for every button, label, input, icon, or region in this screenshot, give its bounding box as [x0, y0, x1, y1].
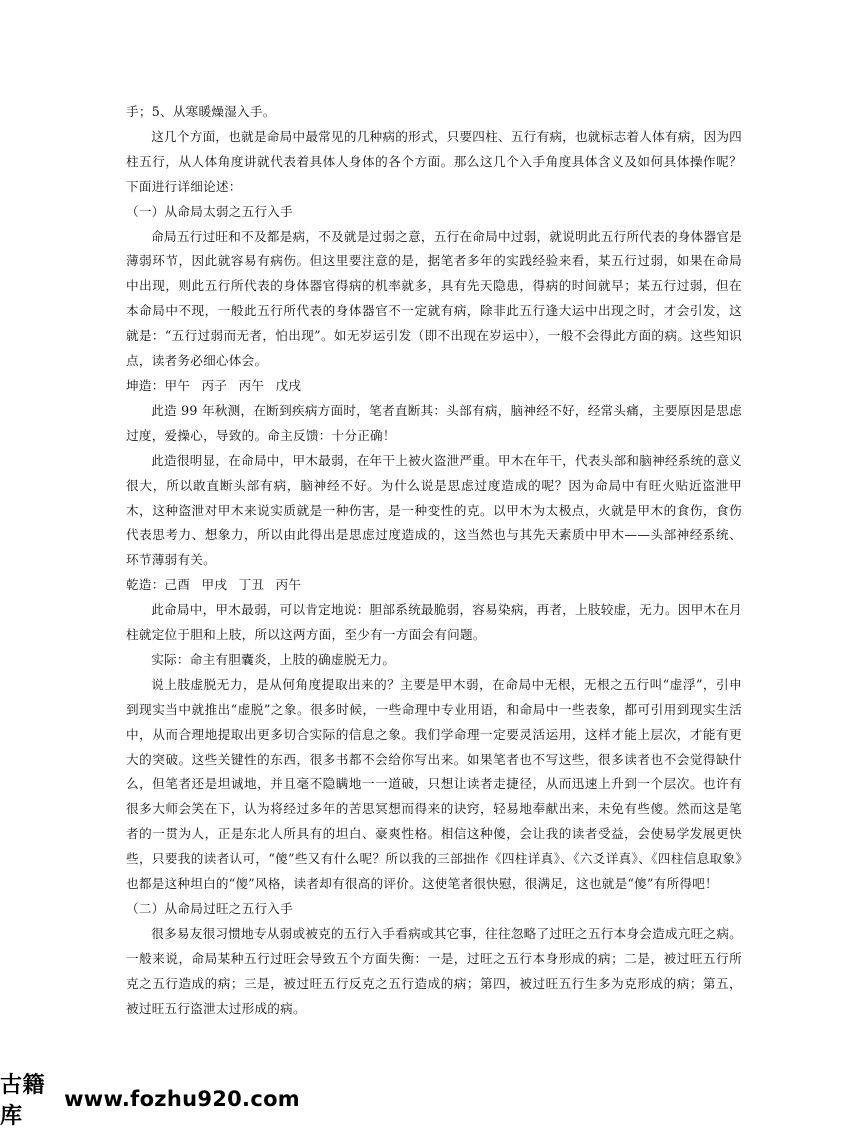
chart-pillar: 甲午 — [164, 377, 191, 393]
birth-chart-line — [126, 573, 742, 598]
site-url: www.fozhu920.com — [64, 1087, 300, 1111]
body-paragraph: 命局五行过旺和不及都是病，不及就是过弱之意，五行在命局中过弱，就说明此五行所代表的身体器官是薄弱环节，因此就容易有病伤。但这里要注意的是，据笔者多年的实践经验来看，某五行过弱，如果在命局中出现，则此五行所代表的身体器官得病的机率就多，具有先天隐患，得病的时间就早；某五行过弱，但在本命局中不现，一般此五行所代表的身体器官不一定就有病，除非此五行逢大运中出现之时，才会引发，这就是：“五行过弱而无者，怕出现”。如无岁运引发（即不出现在岁运中），一般不会得此方面的病。这些知识点，读者务必细心体会。 — [126, 228, 742, 369]
body-paragraph: 此造很明显，在命局中，甲木最弱，在年干上被火盗泄严重。甲木在年干，代表头部和脑神经系统的意义很大，所以敢直断头部有病，脑神经不好。为什么说是思虑过度造成的呢？因为命局中有旺火贴近盗泄甲木，这种盗泄对甲木来说实质就是一种伤害，是一种变性的克。以甲木为太极点，火就是甲木的食伤，食伤代表思考力、想象力，所以由此得出是思虑过度造成的，这当然也与其先天素质中甲木——头部神经系统、环节薄弱有关。 — [126, 452, 742, 568]
body-paragraph: 此造 99 年秋测，在断到疾病方面时，笔者直断其：头部有病，脑神经不好，经常头痛，主要原因是思虑过度，爱操心，导致的。命主反馈：十分正确！ — [126, 402, 742, 443]
birth-chart-line — [126, 374, 742, 399]
watermark-footer — [0, 1073, 300, 1129]
chart-pillar: 丙子 — [201, 377, 228, 393]
chart-label: 坤造： — [126, 377, 165, 393]
chart-pillar: 丙午 — [275, 577, 302, 593]
body-paragraph: 说上肢虚脱无力，是从何角度提取出来的？主要是甲木弱，在命局中无根，无根之五行叫“虚浮”，引申到现实当中就推出“虚脱”之象。很多时候，一些命理中专业用语，和命局中一些表象，都可引用到现实生活中，从而合理地提取出更多切合实际的信息之象。我们学命理一定要灵活运用，这样才能上层次，才能有更大的突破。这些关键性的东西，很多书都不会给你写出来。如果笔者也不写这些，很多读者也不会觉得缺什么，但笔者还是坦诚地，并且毫不隐瞒地一一道破，只想让读者走捷径，从而迅速上升到一个层次。也许有很多大师会笑在下，认为将经过多年的苦思冥想而得来的诀窍，轻易地奉献出来，未免有些傻。然而这是笔者的一贯为人，正是东北人所具有的坦白、豪爽性格。相信这种傻，会让我的读者受益，会使易学发展更快些，只要我的读者认可，“傻”些又有什么呢？所以我的三部拙作《四柱详真》、《六爻详真》、《四柱信息取象》也都是这种坦白的“傻”风格，读者却有很高的评价。这使笔者很快慰，很满足，这也就是“傻”有所得吧！ — [126, 676, 742, 892]
chart-label: 乾造： — [126, 577, 165, 593]
body-paragraph: 此命局中，甲木最弱，可以肯定地说：胆部系统最脆弱，容易染病，再者，上肢较虚，无力。因甲木在月柱就定位于胆和上肢，所以这两方面，至少有一方面会有问题。 — [126, 602, 742, 643]
chart-pillar: 丁丑 — [238, 577, 265, 593]
chart-pillar: 己酉 — [164, 577, 191, 593]
section-heading: （二）从命局过旺之五行入手 — [126, 901, 293, 916]
body-paragraph: 这几个方面，也就是命局中最常见的几种病的形式，只要四柱、五行有病，也就标志着人体有病，因为四柱五行，从人体角度讲就代表着具体人身体的各个方面。那么这几个入手角度具体含义及如何具体操作呢？下面进行详细论述： — [126, 128, 742, 194]
chart-pillar: 甲戌 — [201, 577, 228, 593]
chart-pillar: 丙午 — [238, 377, 265, 393]
body-paragraph: 手；5、从寒暖燥湿入手。 — [126, 104, 276, 119]
body-paragraph: 实际：命主有胆囊炎，上肢的确虚脱无力。 — [151, 651, 396, 667]
chart-pillar: 戊戌 — [275, 377, 302, 393]
document-body — [126, 100, 742, 1022]
section-heading: （一）从命局太弱之五行入手 — [126, 203, 293, 219]
site-logo: 古籍库 — [0, 1073, 46, 1129]
body-paragraph: 很多易友很习惯地专从弱或被克的五行入手看病或其它事，往往忽略了过旺之五行本身会造成亢旺之病。一般来说，命局某种五行过旺会导致五个方面失衡：一是，过旺之五行本身形成的病；二是，被过旺五行所克之五行造成的病；三是，被过旺五行反克之五行造成的病；第四，被过旺五行生多为克形成的病；第五，被过旺五行盗泄太过形成的病。 — [126, 925, 742, 1016]
